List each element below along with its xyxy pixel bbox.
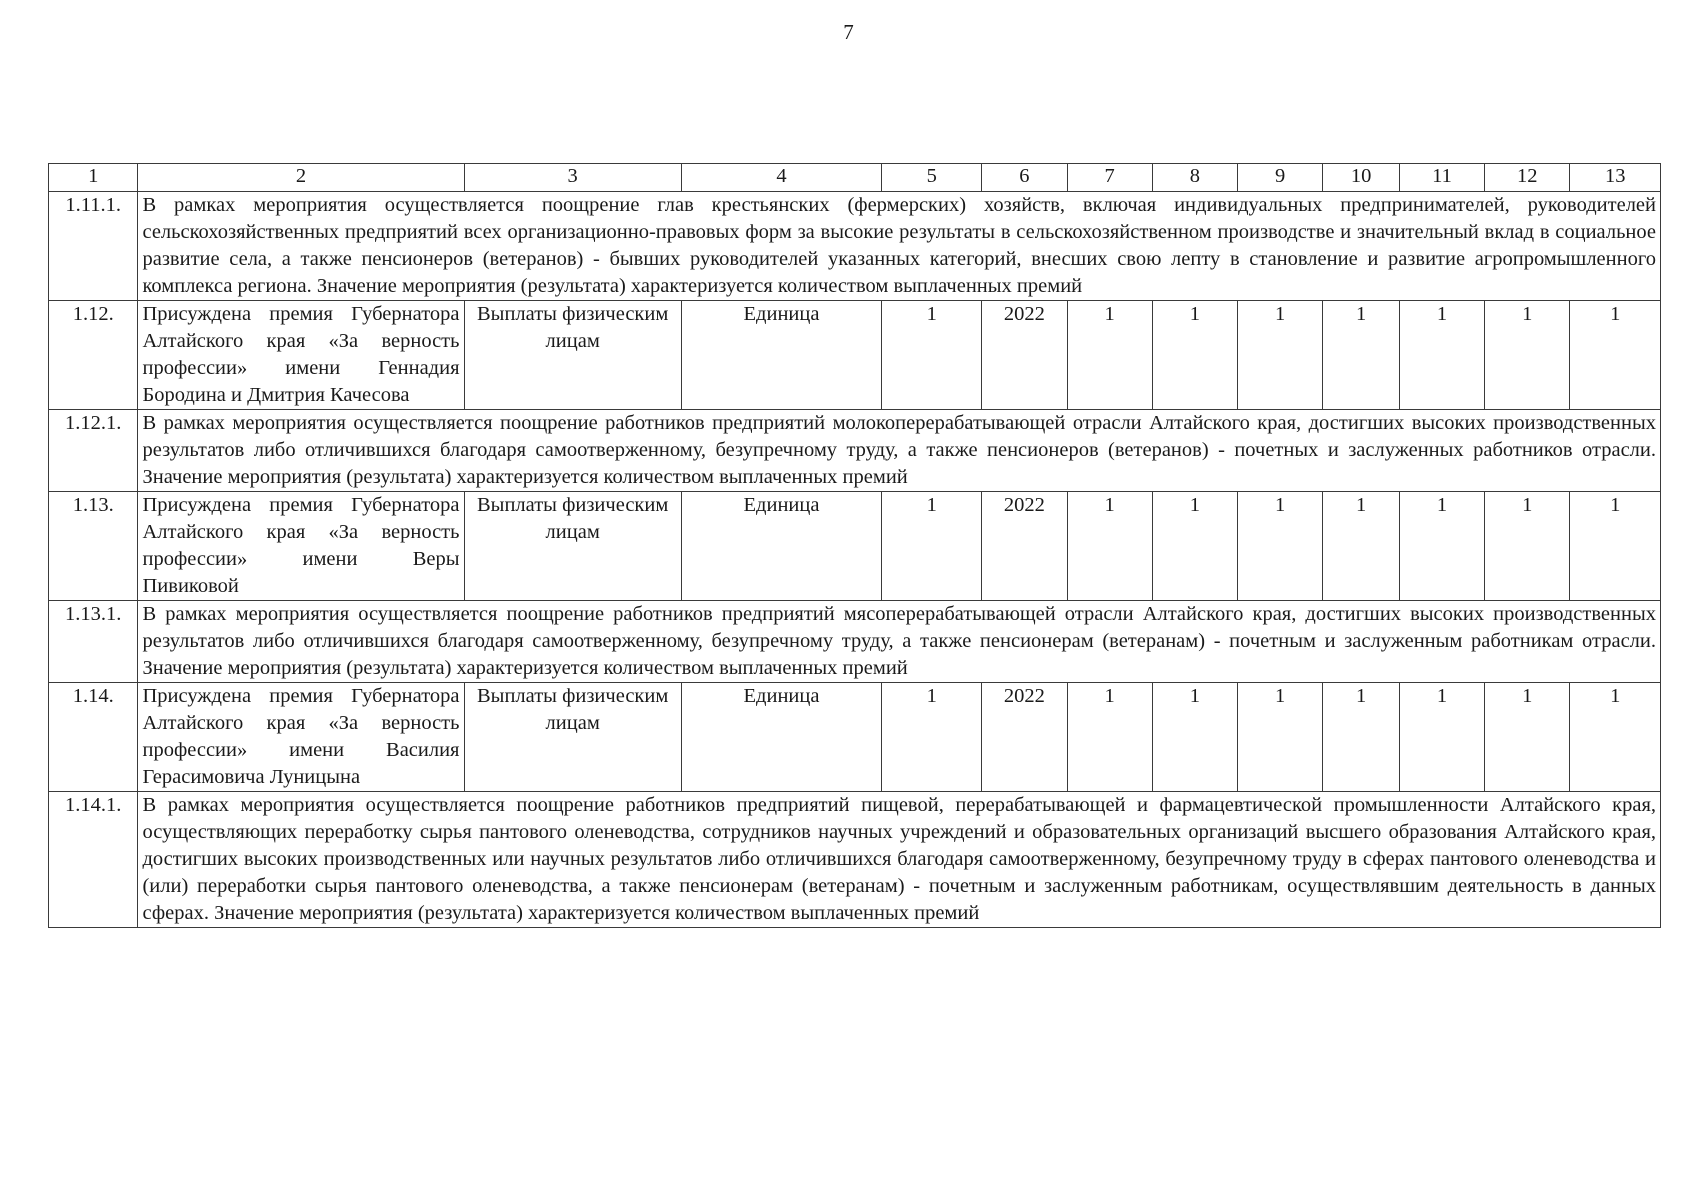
cell-11: 1 [1399, 683, 1484, 792]
result-type: Выплаты физическим лицам [464, 492, 681, 601]
row-number: 1.13. [49, 492, 138, 601]
description-text: В рамках мероприятия осуществляется поощрение работников предприятий пищевой, перерабатывающей и фармацевтической промышленности Алтайского края, осуществляющих переработку сырья пантового оленеводства, сотрудников научных учреждений и образовательных организаций высшего образования Алтайского края, достигших высоких производственных или научных результатов либо отличившихся благодаря самоотверженному, безупречному труду в сферах пантового оленеводства и (или) переработки сырья пантового оленеводства, а также пенсионерам (ветеранам) - почетным и заслуженным работникам, осуществлявшим деятельность в данных сферах. Значение мероприятия (результата) характеризуется количеством выплаченных премий [138, 792, 1661, 928]
cell-10: 1 [1323, 492, 1400, 601]
cell-8: 1 [1152, 301, 1237, 410]
cell-5: 1 [882, 492, 982, 601]
row-number: 1.14. [49, 683, 138, 792]
cell-9: 1 [1237, 683, 1322, 792]
unit: Единица [681, 683, 881, 792]
row-number: 1.13.1. [49, 601, 138, 683]
cell-8: 1 [1152, 492, 1237, 601]
result-name: Присуждена премия Губернатора Алтайского края «За верность профессии» имени Веры Пивиковой [138, 492, 464, 601]
table-row [49, 301, 1661, 410]
cell-13: 1 [1570, 492, 1661, 601]
column-number: 7 [1067, 164, 1152, 192]
unit: Единица [681, 301, 881, 410]
cell-12: 1 [1485, 683, 1570, 792]
cell-9: 1 [1237, 301, 1322, 410]
cell-7: 1 [1067, 301, 1152, 410]
page-number: 7 [843, 20, 854, 44]
description-row [49, 192, 1661, 301]
cell-10: 1 [1323, 683, 1400, 792]
cell-9: 1 [1237, 492, 1322, 601]
cell-11: 1 [1399, 301, 1484, 410]
description-row [49, 410, 1661, 492]
description-text: В рамках мероприятия осуществляется поощрение глав крестьянских (фермерских) хозяйств, включая индивидуальных предпринимателей, руководителей сельскохозяйственных предприятий всех организационно-правовых форм за высокие результаты в сельскохозяйственном производстве и значительный вклад в социальное развитие села, а также пенсионеров (ветеранов) - бывших руководителей указанных категорий, внесших свою лепту в становление и развитие агропромышленного комплекса региона. Значение мероприятия (результата) характеризуется количеством выплаченных премий [138, 192, 1661, 301]
cell-6: 2022 [982, 301, 1067, 410]
table-row [49, 492, 1661, 601]
result-name: Присуждена премия Губернатора Алтайского края «За верность профессии» имени Василия Герасимовича Луницына [138, 683, 464, 792]
result-name: Присуждена премия Губернатора Алтайского края «За верность профессии» имени Геннадия Бородина и Дмитрия Качесова [138, 301, 464, 410]
description-row [49, 792, 1661, 928]
result-type: Выплаты физическим лицам [464, 683, 681, 792]
column-number: 12 [1485, 164, 1570, 192]
column-number: 11 [1399, 164, 1484, 192]
cell-12: 1 [1485, 492, 1570, 601]
column-number: 6 [982, 164, 1067, 192]
column-number: 1 [49, 164, 138, 192]
column-number: 9 [1237, 164, 1322, 192]
cell-13: 1 [1570, 683, 1661, 792]
cell-7: 1 [1067, 492, 1152, 601]
result-type: Выплаты физическим лицам [464, 301, 681, 410]
cell-6: 2022 [982, 492, 1067, 601]
cell-13: 1 [1570, 301, 1661, 410]
column-number: 5 [882, 164, 982, 192]
column-number: 8 [1152, 164, 1237, 192]
unit: Единица [681, 492, 881, 601]
cell-6: 2022 [982, 683, 1067, 792]
description-text: В рамках мероприятия осуществляется поощрение работников предприятий мясоперерабатывающей отрасли Алтайского края, достигших высоких производственных результатов либо отличившихся благодаря самоотверженному, безупречному труду, а также пенсионерам (ветеранам) - почетным и заслуженным работникам отрасли. Значение мероприятия (результата) характеризуется количеством выплаченных премий [138, 601, 1661, 683]
column-number: 13 [1570, 164, 1661, 192]
cell-8: 1 [1152, 683, 1237, 792]
table-row [49, 683, 1661, 792]
column-number-row [49, 164, 1661, 192]
indicators-table [48, 163, 1661, 928]
column-number: 4 [681, 164, 881, 192]
row-number: 1.14.1. [49, 792, 138, 928]
column-number: 3 [464, 164, 681, 192]
column-number: 2 [138, 164, 464, 192]
cell-5: 1 [882, 683, 982, 792]
column-number: 10 [1323, 164, 1400, 192]
cell-12: 1 [1485, 301, 1570, 410]
cell-7: 1 [1067, 683, 1152, 792]
cell-10: 1 [1323, 301, 1400, 410]
description-row [49, 601, 1661, 683]
row-number: 1.12.1. [49, 410, 138, 492]
description-text: В рамках мероприятия осуществляется поощрение работников предприятий молокоперерабатывающей отрасли Алтайского края, достигших высоких производственных результатов либо отличившихся благодаря самоотверженному, безупречному труду, а также пенсионеров (ветеранов) - почетных и заслуженных работников отрасли. Значение мероприятия (результата) характеризуется количеством выплаченных премий [138, 410, 1661, 492]
cell-5: 1 [882, 301, 982, 410]
row-number: 1.11.1. [49, 192, 138, 301]
row-number: 1.12. [49, 301, 138, 410]
cell-11: 1 [1399, 492, 1484, 601]
